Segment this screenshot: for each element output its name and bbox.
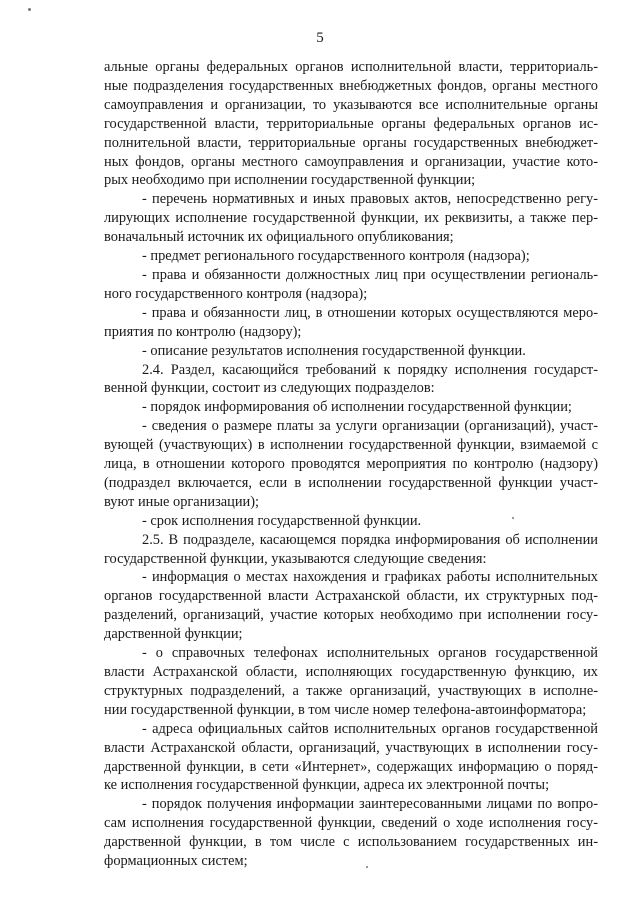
text-line: структурных подразделений, а также организаций, участвующих в исполне-	[104, 682, 598, 699]
text-line: нии государственной функции, в том числе номер телефона-автоинформатора;	[104, 701, 587, 718]
text-line: - предмет регионального государственного контроля (надзора);	[142, 248, 530, 265]
text-line: дарственной функции, в сети «Интернет», содержащих информацию о поряд-	[104, 758, 598, 775]
text-line: венной функции, состоит из следующих подразделов:	[104, 380, 435, 397]
text-line: - о справочных телефонах исполнительных органов государственной	[142, 645, 598, 662]
text-line: полнительной власти, территориальные органы государственных внебюджет-	[104, 134, 598, 151]
scan-speck	[28, 8, 31, 11]
text-line: разделений, организаций, участие которых необходимо при исполнении госу-	[104, 607, 598, 624]
text-line: государственной власти, территориальные органы федеральных органов ис-	[104, 115, 598, 132]
text-line: ке исполнения государственной функции, адреса их электронной почты;	[104, 777, 550, 794]
text-line: вуют иные организации);	[104, 493, 260, 510]
text-line: лица, в отношении которого проводятся мероприятия по контролю (надзору)	[104, 456, 598, 473]
text-line: дарственной функции;	[104, 626, 243, 643]
text-line: вующей (участвующих) в исполнении государственной функции, взимаемой с	[104, 437, 598, 454]
text-line: - порядок информирования об исполнении государственной функции;	[142, 399, 572, 416]
text-line: государственной функции, указываются следующие сведения:	[104, 550, 487, 567]
text-line: формационных систем;	[104, 853, 248, 870]
text-line: сам исполнения государственной функции, сведений о ходе исполнения госу-	[104, 815, 598, 832]
text-line: рых необходимо при исполнении государственной функции;	[104, 172, 476, 189]
text-line: органов государственной власти Астраханской области, их структурных под-	[104, 588, 598, 605]
text-line: лирующих исполнение государственной функции, их реквизиты, а также пер-	[104, 210, 598, 227]
text-line: (подраздел включается, если в исполнении государственной функции участ-	[104, 474, 598, 491]
page-number: 5	[316, 30, 324, 46]
scan-speck	[366, 866, 368, 868]
document-body	[104, 58, 598, 871]
text-line: приятия по контролю (надзору);	[104, 323, 302, 340]
text-line: - права и обязанности должностных лиц при осуществлении региональ-	[142, 266, 598, 283]
text-line: - описание результатов исполнения государственной функции.	[142, 342, 526, 359]
text-line: ных фондов, органы местного самоуправления и организации, участие кото-	[104, 153, 598, 170]
text-line: - порядок получения информации заинтересованными лицами по вопро-	[142, 796, 598, 813]
text-line: ные подразделения государственных внебюджетных фондов, органы местного	[104, 77, 598, 94]
text-line: 2.5. В подразделе, касающемся порядка информирования об исполнении	[142, 531, 598, 548]
text-line: власти Астраханской области, исполняющих государственную функцию, их	[104, 664, 598, 680]
text-line: ного государственного контроля (надзора);	[104, 285, 368, 302]
text-line: - информация о местах нахождения и графиках работы исполнительных	[142, 569, 598, 586]
text-line: альные органы федеральных органов исполнительной власти, территориаль-	[104, 59, 598, 75]
text-line: - права и обязанности лиц, в отношении которых осуществляются меро-	[142, 304, 598, 321]
text-line: 2.4. Раздел, касающийся требований к порядку исполнения государст-	[142, 361, 598, 378]
text-line: - перечень нормативных и иных правовых актов, непосредственно регу-	[142, 191, 598, 208]
text-line: дарственной функции, в том числе с использованием государственных ин-	[104, 834, 598, 851]
text-line: самоуправления и организации, то указываются все исполнительные органы	[104, 96, 598, 113]
text-line: воначальный источник их официального опубликования;	[104, 229, 454, 246]
text-line: власти Астраханской области, организаций, участвующих в исполнении госу-	[104, 739, 598, 756]
text-line: - срок исполнения государственной функции.	[142, 512, 422, 529]
scan-speck	[512, 517, 514, 519]
text-line: - адреса официальных сайтов исполнительных органов государственной	[142, 720, 598, 737]
text-line: - сведения о размере платы за услуги организации (организаций), участ-	[142, 418, 598, 435]
